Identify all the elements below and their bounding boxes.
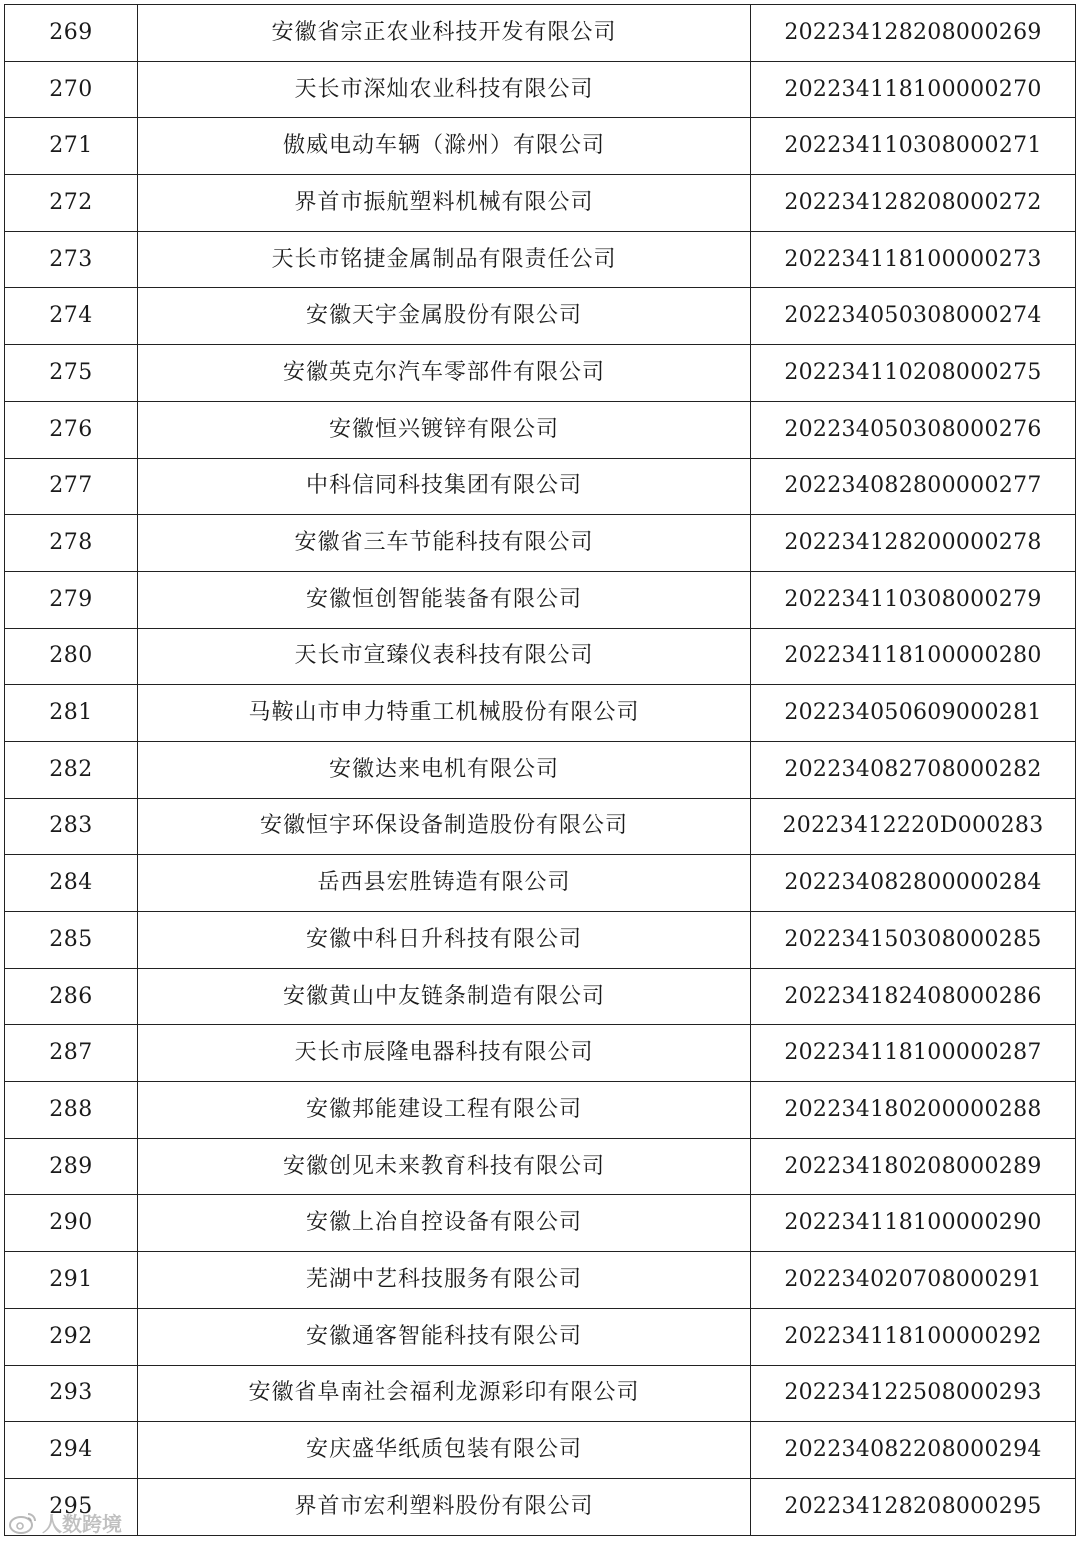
company-name-cell: 安徽黄山中友链条制造有限公司 <box>138 968 751 1025</box>
company-name-cell: 天长市铭捷金属制品有限责任公司 <box>138 231 751 288</box>
table-row <box>5 1308 1076 1365</box>
company-name-cell: 天长市宣臻仪表科技有限公司 <box>138 628 751 685</box>
company-name-cell: 天长市辰隆电器科技有限公司 <box>138 1025 751 1082</box>
table-body <box>5 5 1076 1536</box>
registration-code-cell: 202234128208000269 <box>751 5 1076 62</box>
table-row <box>5 571 1076 628</box>
table-row <box>5 118 1076 175</box>
registration-code-cell: 202234118100000270 <box>751 61 1076 118</box>
registration-code-cell: 202234180200000288 <box>751 1082 1076 1139</box>
table-row <box>5 1025 1076 1082</box>
row-number-cell: 291 <box>5 1252 138 1309</box>
table-row <box>5 458 1076 515</box>
row-number-cell: 293 <box>5 1365 138 1422</box>
company-name-cell: 安徽中科日升科技有限公司 <box>138 912 751 969</box>
company-name-cell: 安徽恒宇环保设备制造股份有限公司 <box>138 798 751 855</box>
company-name-cell: 安徽省宗正农业科技开发有限公司 <box>138 5 751 62</box>
row-number-cell: 289 <box>5 1138 138 1195</box>
table-row <box>5 685 1076 742</box>
table-row <box>5 231 1076 288</box>
table-row <box>5 741 1076 798</box>
registration-code-cell: 202234082208000294 <box>751 1422 1076 1479</box>
table-row <box>5 515 1076 572</box>
table-row <box>5 1478 1076 1535</box>
registration-code-cell: 202234118100000280 <box>751 628 1076 685</box>
table-row <box>5 345 1076 402</box>
company-name-cell: 芜湖中艺科技服务有限公司 <box>138 1252 751 1309</box>
row-number-cell: 273 <box>5 231 138 288</box>
company-name-cell: 安徽省阜南社会福利龙源彩印有限公司 <box>138 1365 751 1422</box>
row-number-cell: 283 <box>5 798 138 855</box>
table-row <box>5 968 1076 1025</box>
company-name-cell: 界首市振航塑料机械有限公司 <box>138 175 751 232</box>
enterprise-registry-table <box>4 4 1076 1536</box>
registration-code-cell: 20223412220D000283 <box>751 798 1076 855</box>
row-number-cell: 286 <box>5 968 138 1025</box>
registration-code-cell: 202234118100000287 <box>751 1025 1076 1082</box>
table-row <box>5 288 1076 345</box>
company-name-cell: 天长市深灿农业科技有限公司 <box>138 61 751 118</box>
row-number-cell: 287 <box>5 1025 138 1082</box>
company-name-cell: 安徽恒兴镀锌有限公司 <box>138 401 751 458</box>
registration-code-cell: 202234122508000293 <box>751 1365 1076 1422</box>
table-row <box>5 61 1076 118</box>
registration-code-cell: 202234118100000273 <box>751 231 1076 288</box>
table-row <box>5 1252 1076 1309</box>
registration-code-cell: 202234118100000292 <box>751 1308 1076 1365</box>
registration-code-cell: 202234110308000279 <box>751 571 1076 628</box>
row-number-cell: 278 <box>5 515 138 572</box>
registration-code-cell: 202234128208000272 <box>751 175 1076 232</box>
table-row <box>5 1082 1076 1139</box>
table-row <box>5 912 1076 969</box>
row-number-cell: 290 <box>5 1195 138 1252</box>
row-number-cell: 288 <box>5 1082 138 1139</box>
table-row <box>5 401 1076 458</box>
table-row <box>5 798 1076 855</box>
table-row <box>5 175 1076 232</box>
row-number-cell: 277 <box>5 458 138 515</box>
company-name-cell: 中科信同科技集团有限公司 <box>138 458 751 515</box>
company-name-cell: 傲威电动车辆（滁州）有限公司 <box>138 118 751 175</box>
company-name-cell: 安庆盛华纸质包装有限公司 <box>138 1422 751 1479</box>
table-row <box>5 5 1076 62</box>
row-number-cell: 284 <box>5 855 138 912</box>
company-name-cell: 安徽通客智能科技有限公司 <box>138 1308 751 1365</box>
row-number-cell: 282 <box>5 741 138 798</box>
company-name-cell: 安徽英克尔汽车零部件有限公司 <box>138 345 751 402</box>
registration-code-cell: 202234180208000289 <box>751 1138 1076 1195</box>
company-name-cell: 安徽邦能建设工程有限公司 <box>138 1082 751 1139</box>
registration-code-cell: 202234110308000271 <box>751 118 1076 175</box>
company-name-cell: 马鞍山市申力特重工机械股份有限公司 <box>138 685 751 742</box>
row-number-cell: 272 <box>5 175 138 232</box>
table-row <box>5 855 1076 912</box>
registration-code-cell: 202234182408000286 <box>751 968 1076 1025</box>
company-name-cell: 安徽达来电机有限公司 <box>138 741 751 798</box>
watermark-text: 人数跨境 <box>42 1512 122 1536</box>
row-number-cell: 281 <box>5 685 138 742</box>
registration-code-cell: 202234050609000281 <box>751 685 1076 742</box>
table-row <box>5 1422 1076 1479</box>
company-name-cell: 安徽恒创智能装备有限公司 <box>138 571 751 628</box>
company-name-cell: 界首市宏利塑料股份有限公司 <box>138 1478 751 1535</box>
table-row <box>5 1365 1076 1422</box>
row-number-cell: 280 <box>5 628 138 685</box>
table-row <box>5 1195 1076 1252</box>
registration-code-cell: 202234050308000274 <box>751 288 1076 345</box>
row-number-cell: 279 <box>5 571 138 628</box>
company-name-cell: 安徽省三车节能科技有限公司 <box>138 515 751 572</box>
registration-code-cell: 202234118100000290 <box>751 1195 1076 1252</box>
table-row <box>5 628 1076 685</box>
registration-code-cell: 202234082708000282 <box>751 741 1076 798</box>
row-number-cell: 276 <box>5 401 138 458</box>
registration-code-cell: 202234082800000277 <box>751 458 1076 515</box>
registration-code-cell: 202234150308000285 <box>751 912 1076 969</box>
registration-code-cell: 202234020708000291 <box>751 1252 1076 1309</box>
row-number-cell: 285 <box>5 912 138 969</box>
company-name-cell: 安徽天宇金属股份有限公司 <box>138 288 751 345</box>
row-number-cell: 274 <box>5 288 138 345</box>
row-number-cell: 295 <box>5 1478 138 1535</box>
row-number-cell: 294 <box>5 1422 138 1479</box>
company-name-cell: 岳西县宏胜铸造有限公司 <box>138 855 751 912</box>
registration-code-cell: 202234110208000275 <box>751 345 1076 402</box>
registration-code-cell: 202234128200000278 <box>751 515 1076 572</box>
row-number-cell: 292 <box>5 1308 138 1365</box>
row-number-cell: 275 <box>5 345 138 402</box>
registration-code-cell: 202234128208000295 <box>751 1478 1076 1535</box>
registration-code-cell: 202234050308000276 <box>751 401 1076 458</box>
company-name-cell: 安徽上冶自控设备有限公司 <box>138 1195 751 1252</box>
table-row <box>5 1138 1076 1195</box>
row-number-cell: 269 <box>5 5 138 62</box>
registration-code-cell: 202234082800000284 <box>751 855 1076 912</box>
company-name-cell: 安徽创见未来教育科技有限公司 <box>138 1138 751 1195</box>
row-number-cell: 270 <box>5 61 138 118</box>
row-number-cell: 271 <box>5 118 138 175</box>
